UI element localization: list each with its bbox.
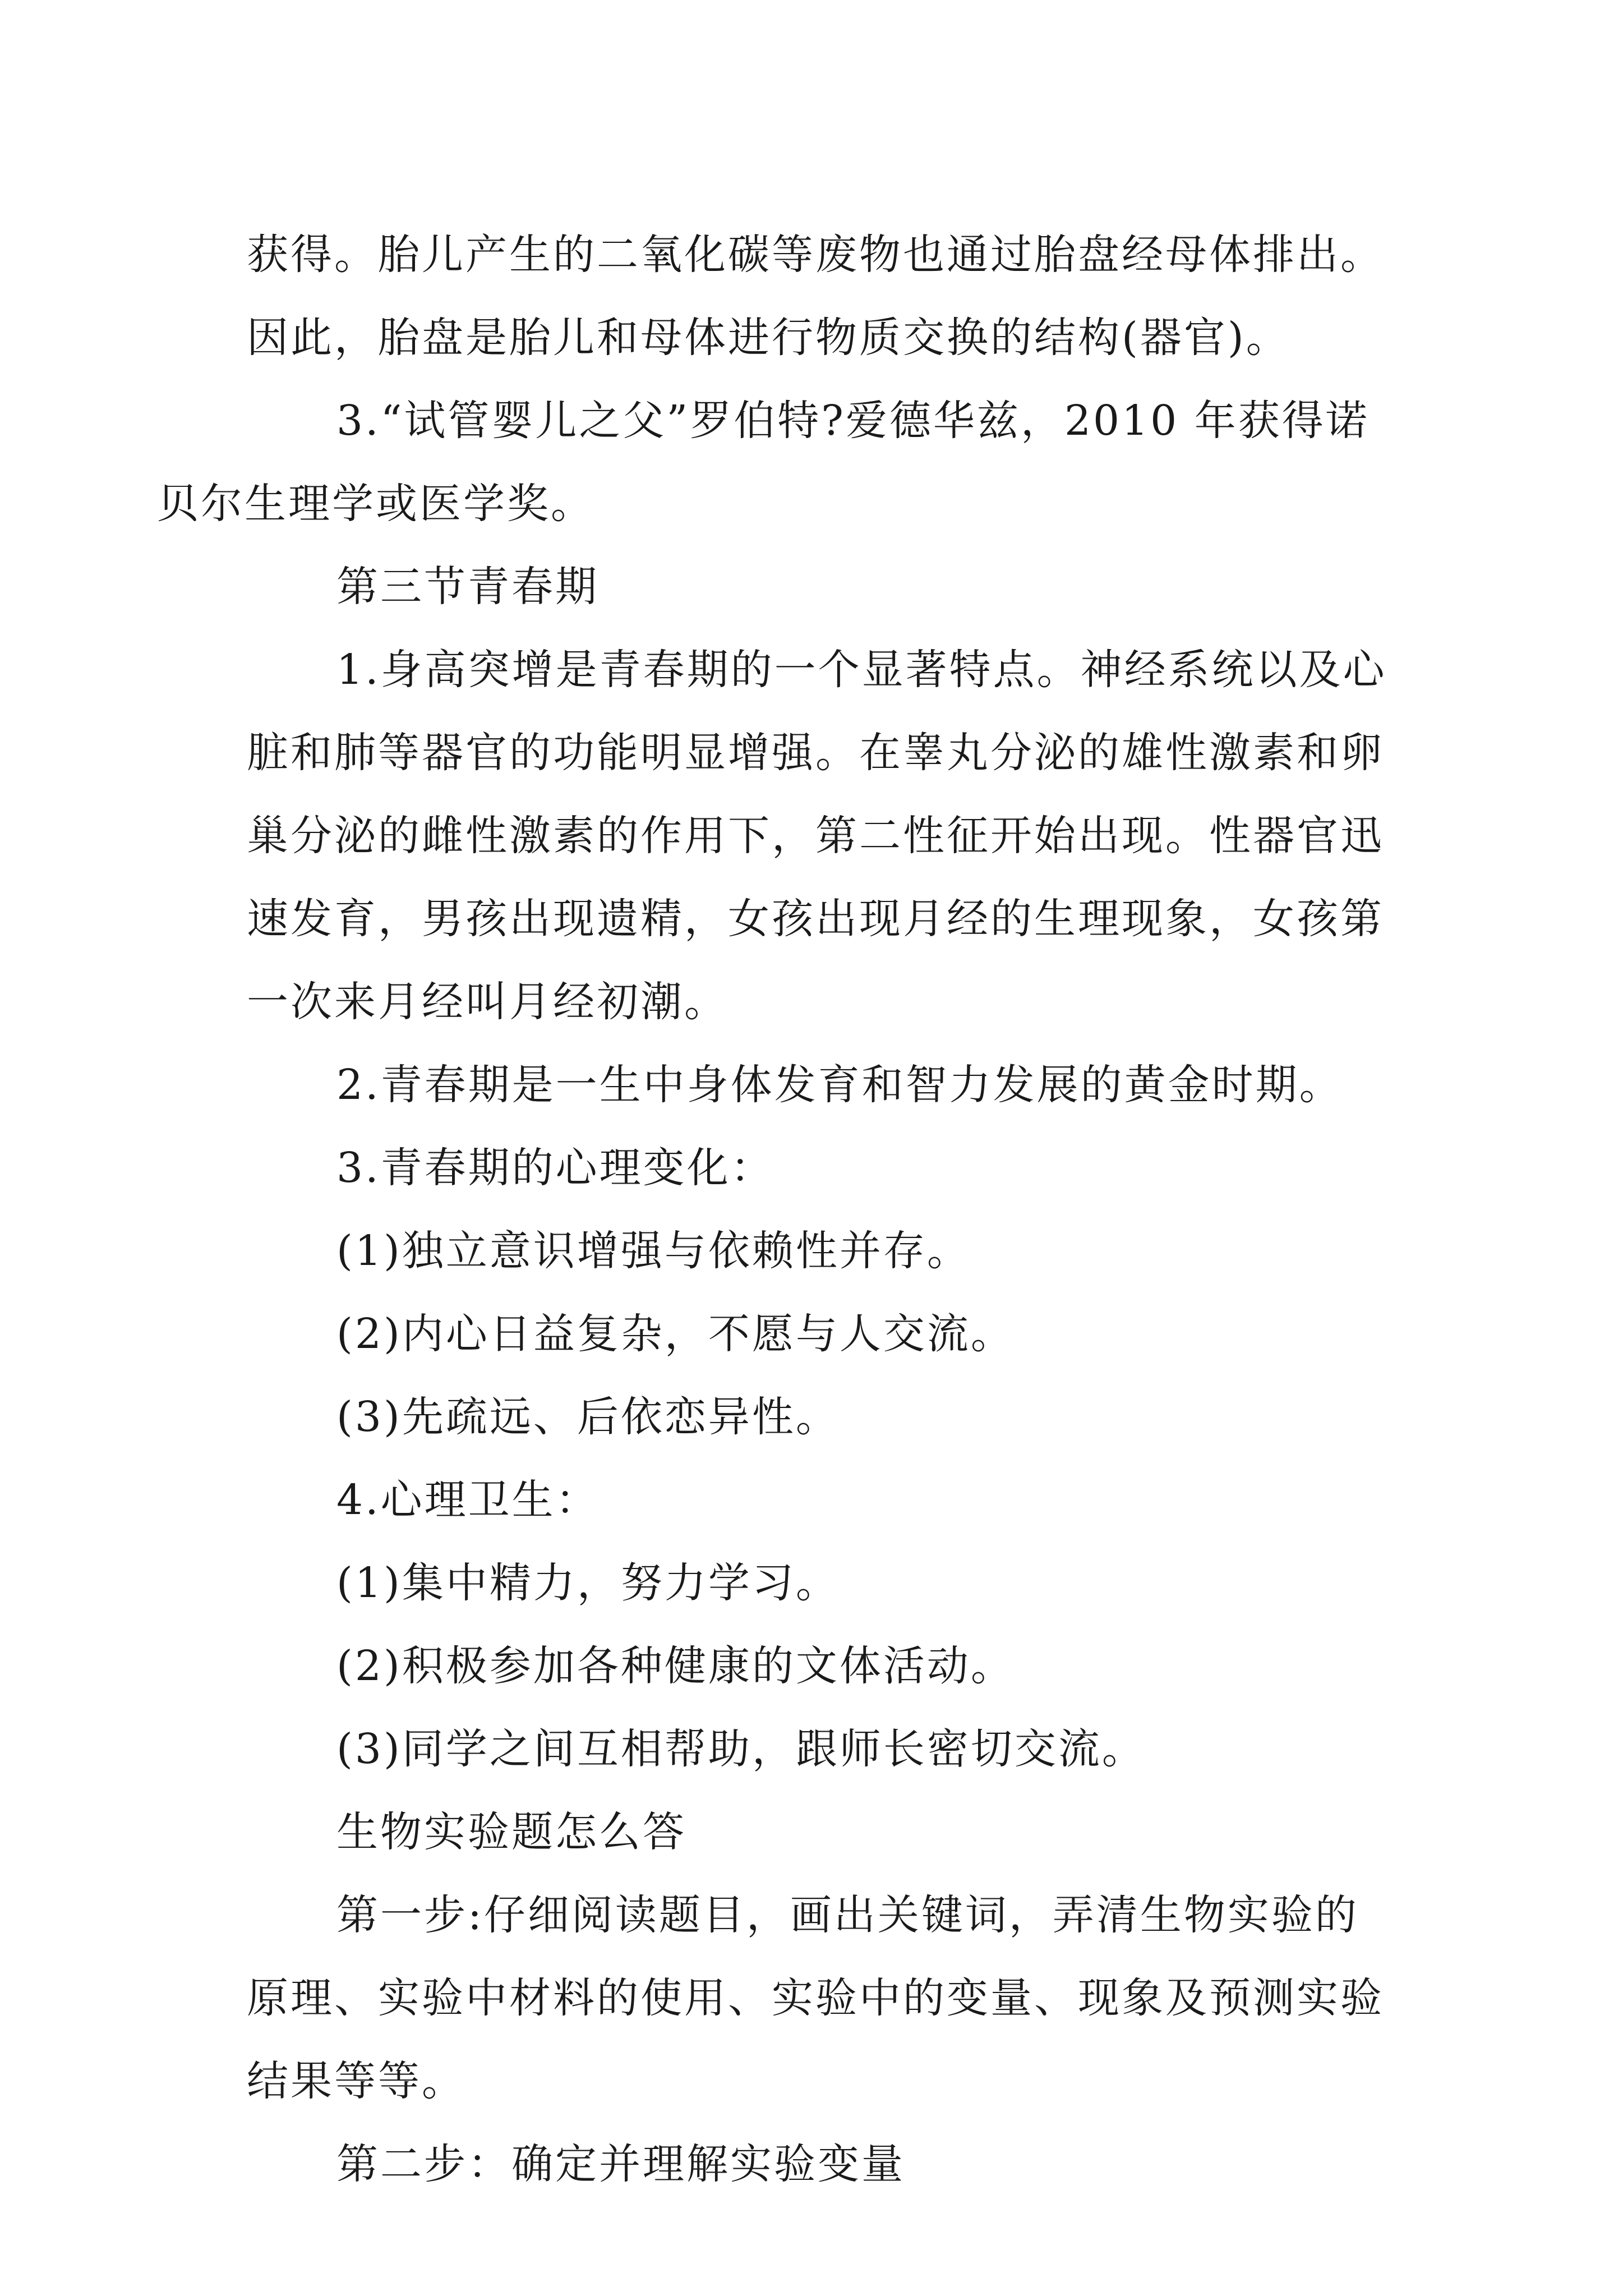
document-body xyxy=(157,213,1387,2206)
paragraph-golden-period xyxy=(247,1043,1380,1126)
text-line: (1)集中精力，努力学习。 xyxy=(336,1559,840,1607)
text-line: (2)积极参加各种健康的文体活动。 xyxy=(336,1642,1015,1690)
text-line: 获得。胎儿产生的二氧化碳等废物也通过胎盘经母体排出。 xyxy=(247,231,1384,279)
text-line: 脏和肺等器官的功能明显增强。在睾丸分泌的雄性激素和卵 xyxy=(247,729,1384,777)
section-heading-puberty xyxy=(247,545,1380,628)
text-line: (3)同学之间互相帮助，跟师长密切交流。 xyxy=(336,1725,1146,1773)
text-line: 1.身高突增是青春期的一个显著特点。神经系统以及心 xyxy=(336,646,1387,694)
text-line: 2.青春期是一生中身体发育和智力发展的黄金时期。 xyxy=(336,1061,1343,1109)
text-line: 4.心理卫生： xyxy=(336,1476,600,1524)
text-line: 3.“试管婴儿之父”罗伯特?爱德华兹，2010 年获得诺 xyxy=(336,397,1370,445)
text-line: 原理、实验中材料的使用、实验中的变量、现象及预测实验 xyxy=(247,1974,1384,2022)
list-item xyxy=(247,1625,1380,1708)
text-line: 一次来月经叫月经初潮。 xyxy=(247,978,728,1026)
heading-text: 生物实验题怎么答 xyxy=(336,1808,686,1856)
heading-text: 第三节青春期 xyxy=(336,563,599,611)
text-line: (2)内心日益复杂，不愿与人交流。 xyxy=(336,1310,1015,1358)
list-heading-psych-changes xyxy=(247,1126,1380,1209)
text-line: 贝尔生理学或医学奖。 xyxy=(157,480,594,528)
text-line: 3.青春期的心理变化： xyxy=(336,1144,774,1192)
list-item xyxy=(247,1375,1380,1458)
text-line: 结果等等。 xyxy=(247,2057,465,2105)
text-line: 巢分泌的雌性激素的作用下，第二性征开始出现。性器官迅 xyxy=(247,812,1384,860)
text-line: (1)独立意识增强与依赖性并存。 xyxy=(336,1227,971,1275)
text-line: 第二步：确定并理解实验变量 xyxy=(336,2140,905,2188)
list-item xyxy=(247,1708,1380,1791)
text-line: (3)先疏远、后依恋异性。 xyxy=(336,1393,840,1441)
text-line: 第一步:仔细阅读题目，画出关键词，弄清生物实验的 xyxy=(336,1891,1359,1939)
list-item xyxy=(247,1542,1380,1625)
list-heading-psych-hygiene xyxy=(247,1458,1380,1542)
section-heading-experiment xyxy=(247,1791,1380,1874)
text-line: 速发育，男孩出现遗精，女孩出现月经的生理现象，女孩第 xyxy=(247,895,1384,943)
list-item xyxy=(247,1209,1380,1292)
paragraph-placenta-exchange xyxy=(247,213,1384,379)
paragraph-ivf-father xyxy=(157,379,1380,545)
paragraph-step-two xyxy=(247,2123,1380,2206)
paragraph-puberty-growth xyxy=(247,628,1387,1043)
list-item xyxy=(247,1292,1380,1375)
text-line: 因此，胎盘是胎儿和母体进行物质交换的结构(器官)。 xyxy=(247,314,1290,362)
paragraph-step-one xyxy=(247,1874,1384,2123)
